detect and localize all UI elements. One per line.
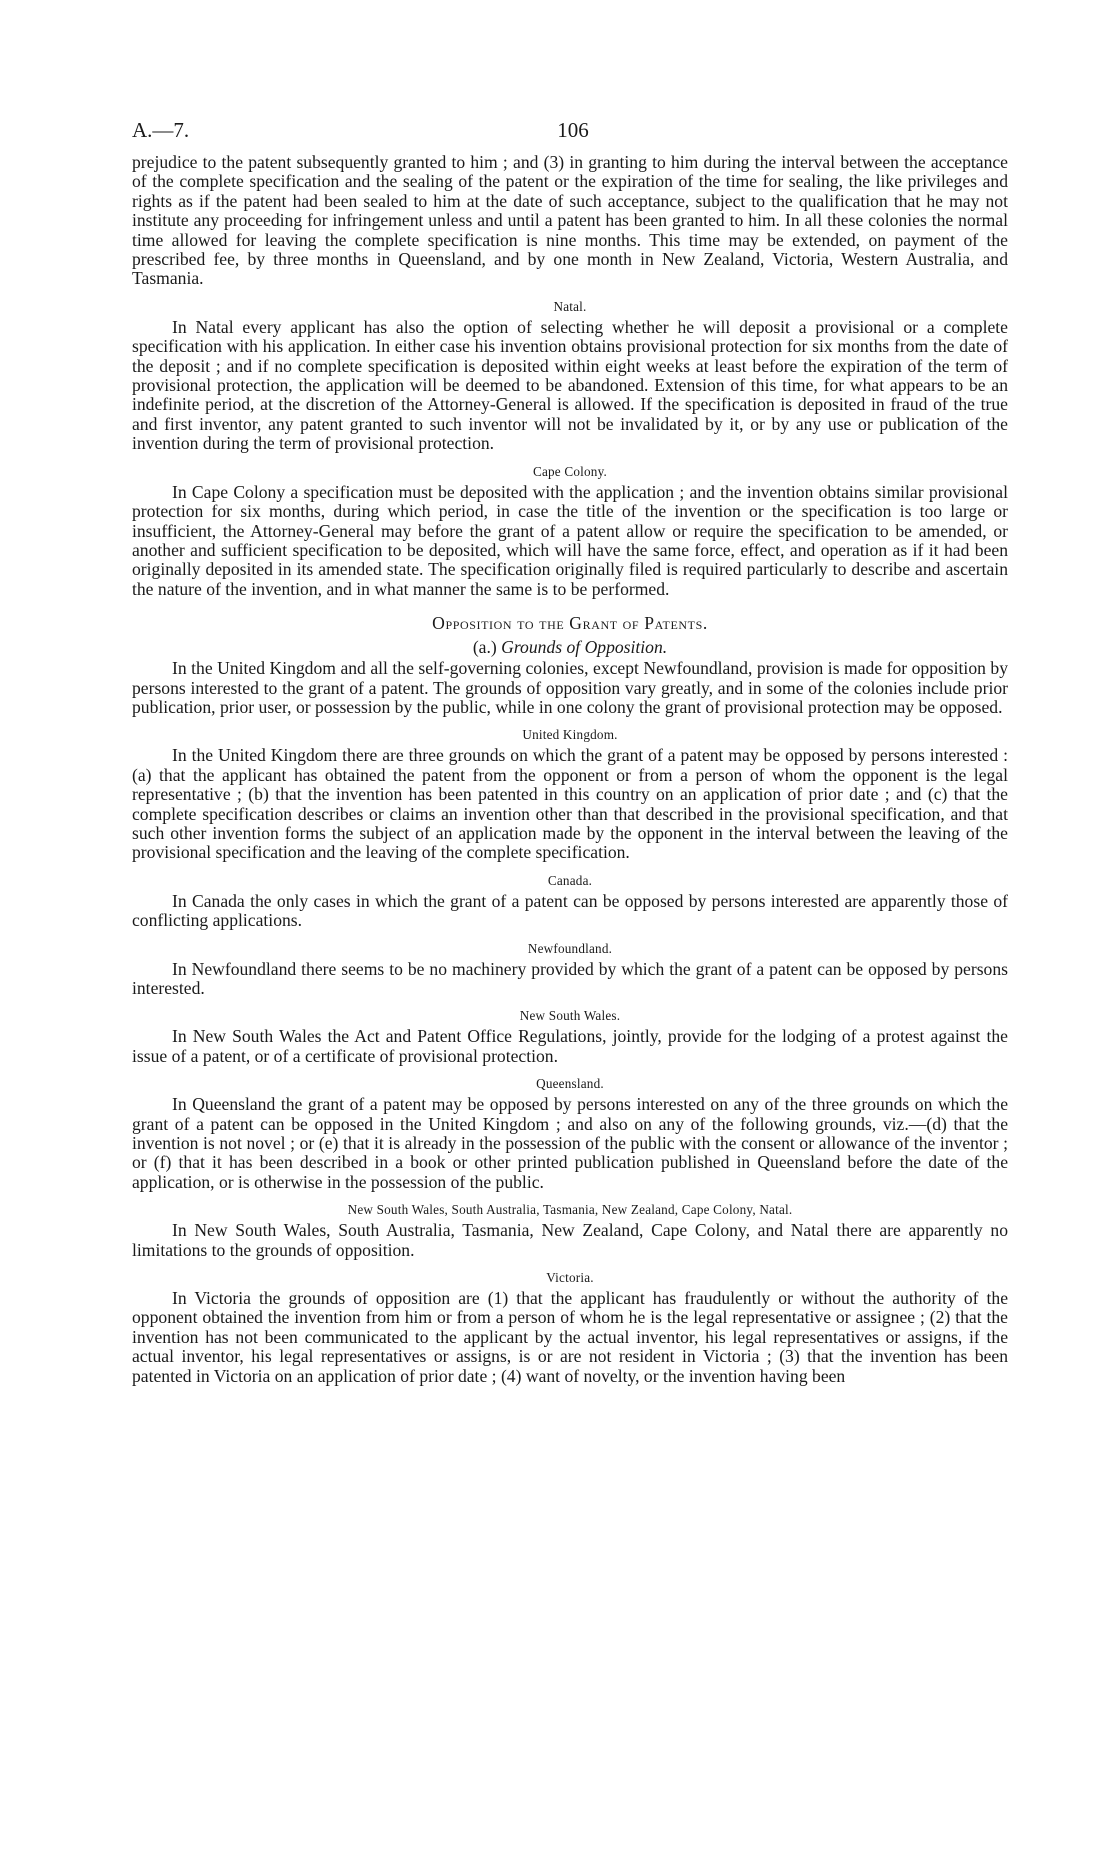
paragraph-canada: In Canada the only cases in which the grant of a patent can be opposed by persons interested are apparently those of conflicting applications. (132, 890, 1008, 931)
section-heading-new-south-wales: New South Wales. (519, 1008, 621, 1024)
paragraph-united-kingdom: In the United Kingdom there are three grounds on which the grant of a patent may be opposed by persons interested : (a) that the applicant has obtained the patent from the opponent or from a person of whom the opponent is the legal representative ; (b) that the invention has been patented in this country on an application of prior date ; and (c) that the complete specification describes or claims an invention other than that described in the provisional specification, and that such other invention forms the subject of an application made by the opponent in the interval between the leaving of the provisional specification and the leaving of the complete specification. (132, 745, 1008, 863)
page-header (132, 118, 1014, 148)
paragraph-opposition-general: In the United Kingdom and all the self-governing colonies, except Newfoundland, provision is made for opposition by persons interested to the grant of a patent. The grounds of opposition vary greatly, and in some of the colonies include prior publication, prior user, or possession by the public, while in one colony the grant of provisional protection may be opposed. (132, 658, 1008, 717)
section-heading-queensland: Queensland. (536, 1076, 604, 1092)
document-reference: A.—7. (132, 118, 190, 142)
subheading-label: (a.) (472, 637, 497, 658)
subheading-title: Grounds of Opposition. (501, 637, 668, 658)
paragraph-queensland: In Queensland the grant of a patent may be opposed by persons interested on any of the three grounds on which the grant of a patent can be opposed in the United Kingdom ; and also on any of the following grounds, viz.—(d) that the invention is not novel ; or (e) that it is already in the possession of the public with the consent or allowance of the inventor ; or (f) that it has been described in a book or other printed publication published in Queensland before the date of the application, or is otherwise in the possession of the public. (132, 1094, 1008, 1192)
section-heading-cape-colony: Cape Colony. (532, 463, 608, 479)
paragraph-victoria: In Victoria the grounds of opposition are (1) that the applicant has fraudulently or without the authority of the opponent obtained the invention from him or from a person of whom he is the legal representative or assignee ; (2) that the invention has not been communicated to the applicant by the actual inventor, his legal representatives or assigns, if the actual inventor, his legal representatives or assigns, is or are not resident in Victoria ; (3) that the invention has been patented in Victoria on an application of prior date ; (4) want of novelty, or the invention having been (132, 1288, 1008, 1386)
section-heading-victoria: Victoria. (546, 1270, 594, 1286)
section-heading-newfoundland: Newfoundland. (527, 940, 613, 956)
section-heading-canada: Canada. (547, 872, 593, 888)
paragraph-multiple-colonies: In New South Wales, South Australia, Tasmania, New Zealand, Cape Colony, and Natal there are apparently no limitations to the grounds of opposition. (132, 1220, 1008, 1260)
page-number: 106 (557, 118, 589, 142)
document-body (132, 153, 1008, 1386)
section-heading-united-kingdom: United Kingdom. (522, 727, 618, 743)
paragraph-new-south-wales: In New South Wales the Act and Patent Office Regulations, jointly, provide for the lodging of a protest against the issue of a patent, or of a certificate of provisional protection. (132, 1026, 1008, 1066)
paragraph-cape-colony: In Cape Colony a specification must be deposited with the application ; and the invention obtains similar provisional protection for six months, during which period, in case the title of the invention or the specification is too large or insufficient, the Attorney-General may before the grant of a patent allow or require the specification to be amended, or another and sufficient specification to be deposited, which will have the same force, effect, and operation as if it had been originally deposited in its amended state. The specification originally filed is required particularly to describe and ascertain the nature of the invention, and in what manner the same is to be performed. (132, 481, 1008, 599)
paragraph-intro: prejudice to the patent subsequently granted to him ; and (3) in granting to him during the interval between the acceptance of the complete specification and the sealing of the patent or the expiration of the time for sealing, the like privileges and rights as if the patent had been sealed to him at the date of such acceptance, subject to the qualification that he may not institute any proceeding for infringement unless and until a patent has been granted to him. In all these colonies the normal time allowed for leaving the complete specification is nine months. This time may be extended, on payment of the prescribed fee, by three months in Queensland, and by one month in New Zealand, Victoria, Western Australia, and Tasmania. (132, 152, 1008, 289)
paragraph-newfoundland: In Newfoundland there seems to be no machinery provided by which the grant of a patent can be opposed by persons interested. (132, 958, 1008, 998)
subheading-grounds (132, 637, 1008, 657)
major-heading-opposition: Opposition to the Grant of Patents. (432, 613, 708, 634)
paragraph-natal: In Natal every applicant has also the option of selecting whether he will deposit a provisional or a complete specification with his application. In either case his invention obtains provisional protection for six months from the date of the deposit ; and if no complete specification is deposited within eight weeks at least before the expiration of the term of provisional protection, the application will be deemed to be abandoned. Extension of this time, for what appears to be an indefinite period, at the discretion of the Attorney-General is allowed. If the specification is deposited in fraud of the true and first inventor, any patent granted to such inventor will not be invalidated by it, or by any use or publication of the invention during the term of provisional protection. (132, 316, 1008, 454)
section-heading-multiple-colonies: New South Wales, South Australia, Tasmania, New Zealand, Cape Colony, Natal. (347, 1202, 793, 1218)
section-heading-natal: Natal. (553, 298, 587, 314)
